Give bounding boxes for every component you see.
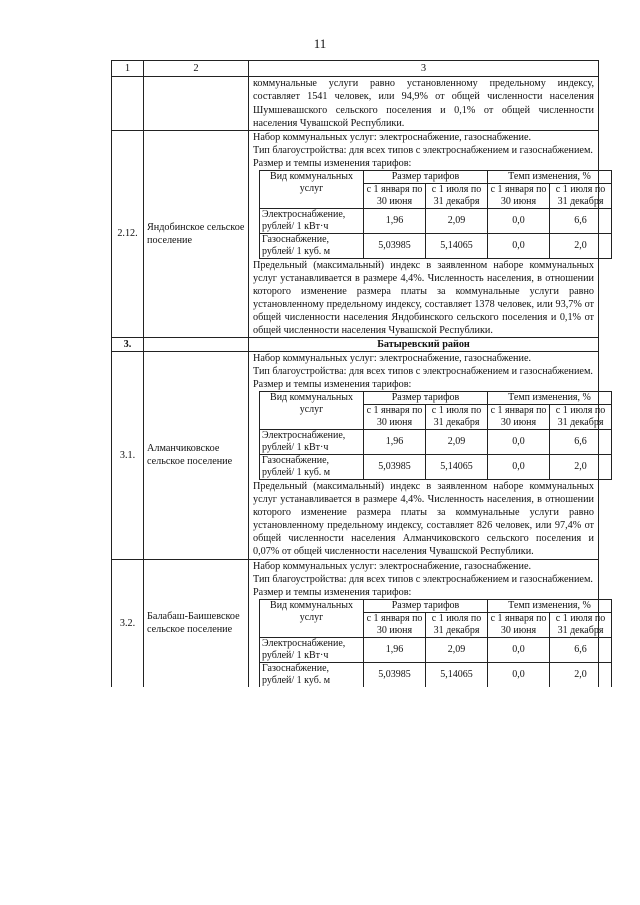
period-jul-dec: с 1 июля по 31 декабря: [426, 612, 488, 637]
continuation-text-cell: [249, 77, 599, 130]
settlement-name: Яндобинское сельское поселение: [144, 130, 249, 337]
max-index-text: Предельный (максимальный) индекс в заявленном наборе коммунальных услуг устанавливается в размере 4,4%. Численность населения, в отношении которого изменение размера платы за коммунальные услуги равно установленному предельному индексу, составляет 826 человек, или 97,4% от общей численности населения Алманчиковского сельского поселения и 0,07% от общей численности населения Чувашской Республики.: [253, 481, 594, 558]
improvement-type-text: Тип благоустройства: для всех типов с электроснабжением и газоснабжением.: [253, 144, 593, 156]
settlement-row-3-2: [112, 559, 599, 687]
settlement-row-2-12: [112, 130, 599, 337]
electricity-label: Электроснабжение, рублей/ 1 кВт·ч: [260, 208, 364, 233]
max-index-text: Предельный (максимальный) индекс в заявленном наборе коммунальных услуг устанавливается в размере 4,4%. Численность населения, в отношении которого изменение размера платы за коммунальные услуги равно установленному предельному индексу, составляет 1378 человек, или 93,7% от общей численности населения Яндобинского сельского поселения и 0,1% от общей численности населения Чувашской Республики.: [253, 259, 594, 336]
value-cell: 5,03985: [364, 455, 426, 480]
rates-heading-text: Размер и темпы изменения тарифов:: [253, 157, 412, 169]
period-jul-dec: с 1 июля по 31 декабря: [550, 183, 612, 208]
row-number: 2.12.: [112, 130, 144, 337]
settlement-name: Алманчиковское сельское поселение: [144, 352, 249, 559]
tariff-size-header: Размер тарифов: [364, 392, 488, 405]
tariff-table: [259, 391, 612, 480]
tariff-size-header: Размер тарифов: [364, 599, 488, 612]
tariff-table: [259, 170, 612, 259]
settlement-row-3-1: [112, 352, 599, 559]
value-cell: 5,14065: [426, 662, 488, 687]
rates-heading-text: Размер и темпы изменения тарифов:: [253, 586, 412, 598]
row-number-cell: [112, 77, 144, 130]
period-jan-jun: с 1 января по 30 июня: [488, 183, 550, 208]
period-jan-jun: с 1 января по 30 июня: [488, 612, 550, 637]
value-cell: 1,96: [364, 208, 426, 233]
rates-heading-text: Размер и темпы изменения тарифов:: [253, 379, 412, 391]
period-jan-jun: с 1 января по 30 июня: [364, 405, 426, 430]
value-cell: 0,0: [488, 430, 550, 455]
value-cell: 5,14065: [426, 233, 488, 258]
column-header-1: 1: [112, 61, 144, 77]
period-jan-jun: с 1 января по 30 июня: [488, 405, 550, 430]
value-cell: 6,6: [550, 637, 612, 662]
settlement-name-cell: [144, 77, 249, 130]
period-jan-jun: с 1 января по 30 июня: [364, 612, 426, 637]
gas-label: Газоснабжение, рублей/ 1 куб. м: [260, 455, 364, 480]
tariff-document-table: [111, 60, 606, 687]
value-cell: 1,96: [364, 637, 426, 662]
value-cell: 0,0: [488, 637, 550, 662]
value-cell: 2,09: [426, 430, 488, 455]
section-title: Батыревский район: [249, 338, 599, 352]
services-set-text: Набор коммунальных услуг: электроснабжение, газоснабжение.: [253, 131, 532, 143]
services-set-text: Набор коммунальных услуг: электроснабжение, газоснабжение.: [253, 560, 532, 572]
row-number: 3.1.: [112, 352, 144, 559]
value-cell: 5,03985: [364, 662, 426, 687]
section-number: 3.: [112, 338, 144, 352]
improvement-type-text: Тип благоустройства: для всех типов с электроснабжением и газоснабжением.: [253, 366, 593, 378]
settlement-name: Балабаш-Баишевское сельское поселение: [144, 559, 249, 687]
continuation-row: [112, 77, 599, 130]
period-jan-jun: с 1 января по 30 июня: [364, 183, 426, 208]
row-number: 3.2.: [112, 559, 144, 687]
service-type-header: Вид коммунальных услуг: [260, 170, 364, 208]
value-cell: 5,03985: [364, 233, 426, 258]
section-header-row: [112, 338, 599, 352]
value-cell: 0,0: [488, 455, 550, 480]
value-cell: 0,0: [488, 208, 550, 233]
column-header-3: 3: [249, 61, 599, 77]
continuation-text: коммунальные услуги равно установленному предельному индексу, составляет 1541 человек, или 94,9% от общей численности населения Шумшевашского сельского поселения и 0,1% от общей численности населения Чувашской Республики.: [253, 78, 594, 129]
value-cell: 0,0: [488, 662, 550, 687]
settlement-details: [249, 352, 606, 559]
value-cell: 5,14065: [426, 455, 488, 480]
settlement-details: [249, 130, 606, 337]
change-rate-header: Темп изменения, %: [488, 170, 612, 183]
gas-label: Газоснабжение, рублей/ 1 куб. м: [260, 233, 364, 258]
column-header-2: 2: [144, 61, 249, 77]
value-cell: 6,6: [550, 430, 612, 455]
column-number-row: [112, 61, 599, 77]
change-rate-header: Темп изменения, %: [488, 392, 612, 405]
section-empty-cell: [144, 338, 249, 352]
tariff-table: [259, 599, 612, 687]
page-number: 11: [313, 36, 327, 51]
value-cell: 2,0: [550, 662, 612, 687]
value-cell: 6,6: [550, 208, 612, 233]
value-cell: 2,0: [550, 455, 612, 480]
period-jul-dec: с 1 июля по 31 декабря: [426, 405, 488, 430]
electricity-label: Электроснабжение, рублей/ 1 кВт·ч: [260, 637, 364, 662]
period-jul-dec: с 1 июля по 31 декабря: [550, 612, 612, 637]
period-jul-dec: с 1 июля по 31 декабря: [550, 405, 612, 430]
change-rate-header: Темп изменения, %: [488, 599, 612, 612]
value-cell: 2,0: [550, 233, 612, 258]
gas-label: Газоснабжение, рублей/ 1 куб. м: [260, 662, 364, 687]
settlement-details: [249, 559, 606, 687]
service-type-header: Вид коммунальных услуг: [260, 392, 364, 430]
tariff-size-header: Размер тарифов: [364, 170, 488, 183]
electricity-label: Электроснабжение, рублей/ 1 кВт·ч: [260, 430, 364, 455]
value-cell: 2,09: [426, 208, 488, 233]
improvement-type-text: Тип благоустройства: для всех типов с электроснабжением и газоснабжением.: [253, 573, 593, 585]
value-cell: 2,09: [426, 637, 488, 662]
value-cell: 0,0: [488, 233, 550, 258]
service-type-header: Вид коммунальных услуг: [260, 599, 364, 637]
period-jul-dec: с 1 июля по 31 декабря: [426, 183, 488, 208]
value-cell: 1,96: [364, 430, 426, 455]
services-set-text: Набор коммунальных услуг: электроснабжение, газоснабжение.: [253, 353, 532, 365]
